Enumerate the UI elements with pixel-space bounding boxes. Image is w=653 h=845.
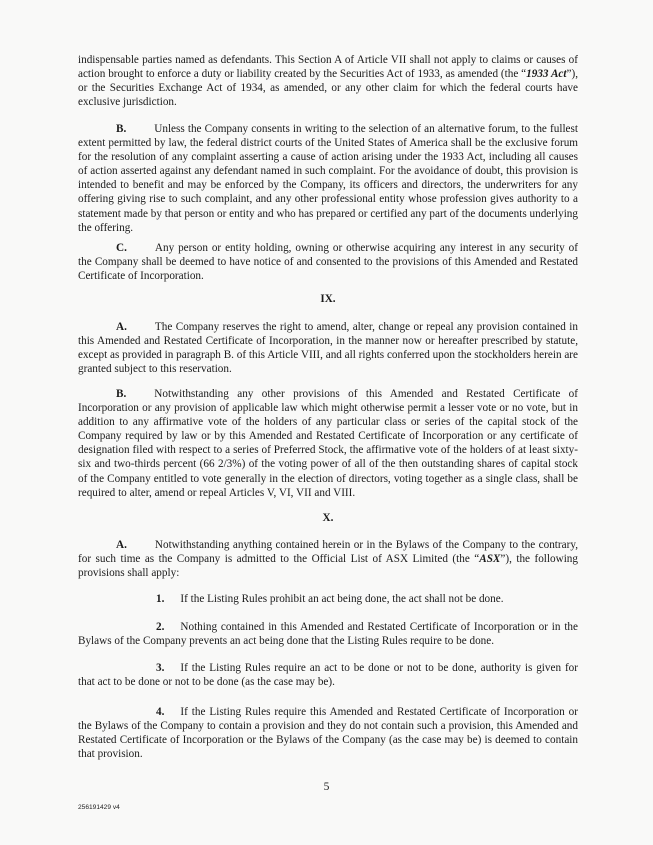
paragraph-viii-c: C. Any person or entity holding, owning or otherwise acquiring any interest in any security of the Company shall be deemed to have notice of and consented to the provisions of this Amended and Restated Certificate of Incorporation.	[78, 242, 578, 283]
article-x-heading: X.	[322, 512, 334, 524]
item-number: 1.	[156, 593, 165, 605]
paragraph-label: A.	[116, 321, 127, 333]
page-number: 5	[323, 781, 330, 793]
list-item: 2. Nothing contained in this Amended and Restated Certificate of Incorporation or in the Bylaws of the Company prevents an act being done that the Listing Rules require to be done.	[78, 621, 578, 648]
paragraph-ix-a: A. The Company reserves the right to amend, alter, change or repeal any provision contained in this Amended and Restated Certificate of Incorporation, in the manner now or hereafter prescribed by statute, except as provided in paragraph B. of this Article VIII, and all rights conferred upon the stockholders herein are granted subject to this reservation.	[78, 321, 578, 376]
paragraph-viii-b: B. Unless the Company consents in writing to the selection of an alternative forum, to the fullest extent permitted by law, the federal district courts of the United States of America shall be the exclusive forum for the resolution of any complaint asserting a cause of action arising under the 1933 Act, including all causes of action asserted against any defendant named in such complaint. For the avoidance of doubt, this provision is intended to benefit and may be enforced by the Company, its officers and directors, the underwriters for any offering giving rise to such complaint, and any other professional entity whose profession gives authority to a statement made by that person or entity and who has prepared or certified any part of the documents underlying the offering.	[78, 123, 578, 234]
list-item: 3. If the Listing Rules require an act to be done or not to be done, authority is given for that act to be done or not to be done (as the case may be).	[78, 662, 578, 689]
defined-term-1933-act: 1933 Act	[526, 68, 567, 81]
item-number: 4.	[156, 706, 165, 718]
paragraph-ix-b: B. Notwithstanding any other provisions of this Amended and Restated Certificate of Incorporation or any provision of applicable law which might otherwise permit a lesser vote or no vote, but in addition to any affirmative vote of the holders of any particular class or series of the capital stock of the Company required by law or by this Amended and Restated Certificate of Incorporation or any certificate of designation filed with respect to a series of Preferred Stock, the affirmative vote of the holders of at least sixty-six and two-thirds percent (66 2/3%) of the voting power of all of the then outstanding shares of capital stock of the Company entitled to vote generally in the election of directors, voting together as a single class, shall be required to alter, amend or repeal Articles V, VI, VII and VIII.	[78, 388, 578, 499]
item-number: 3.	[156, 662, 165, 674]
paragraph-x-a: A. Notwithstanding anything contained herein or in the Bylaws of the Company to the contrary, for such time as the Company is admitted to the Official List of ASX Limited (the “ASX”), the following provisions shall apply:	[78, 539, 578, 580]
paragraph-label: B.	[116, 123, 127, 135]
paragraph-label: A.	[116, 539, 127, 551]
list-item: 1. If the Listing Rules prohibit an act being done, the act shall not be done.	[156, 593, 504, 605]
paragraph-label: B.	[116, 388, 127, 400]
article-ix-heading: IX.	[320, 293, 336, 305]
document-id: 256191429 v4	[78, 804, 120, 811]
continuation-paragraph: indispensable parties named as defendants. This Section A of Article VII shall not apply to claims or causes of action brought to enforce a duty or liability created by the Securities Act of 1933, as amended (the “1933 Act”), or the Securities Exchange Act of 1934, as amended, or any other claim for which the federal courts have exclusive jurisdiction.	[78, 54, 578, 109]
item-number: 2.	[156, 621, 165, 633]
defined-term-asx: ASX	[479, 553, 501, 566]
paragraph-label: C.	[116, 242, 127, 254]
list-item: 4. If the Listing Rules require this Amended and Restated Certificate of Incorporation or the Bylaws of the Company to contain a provision and they do not contain such a provision, this Amended and Restated Certificate of Incorporation or the Bylaws of the Company (as the case may be) is deemed to contain that provision.	[78, 706, 578, 761]
